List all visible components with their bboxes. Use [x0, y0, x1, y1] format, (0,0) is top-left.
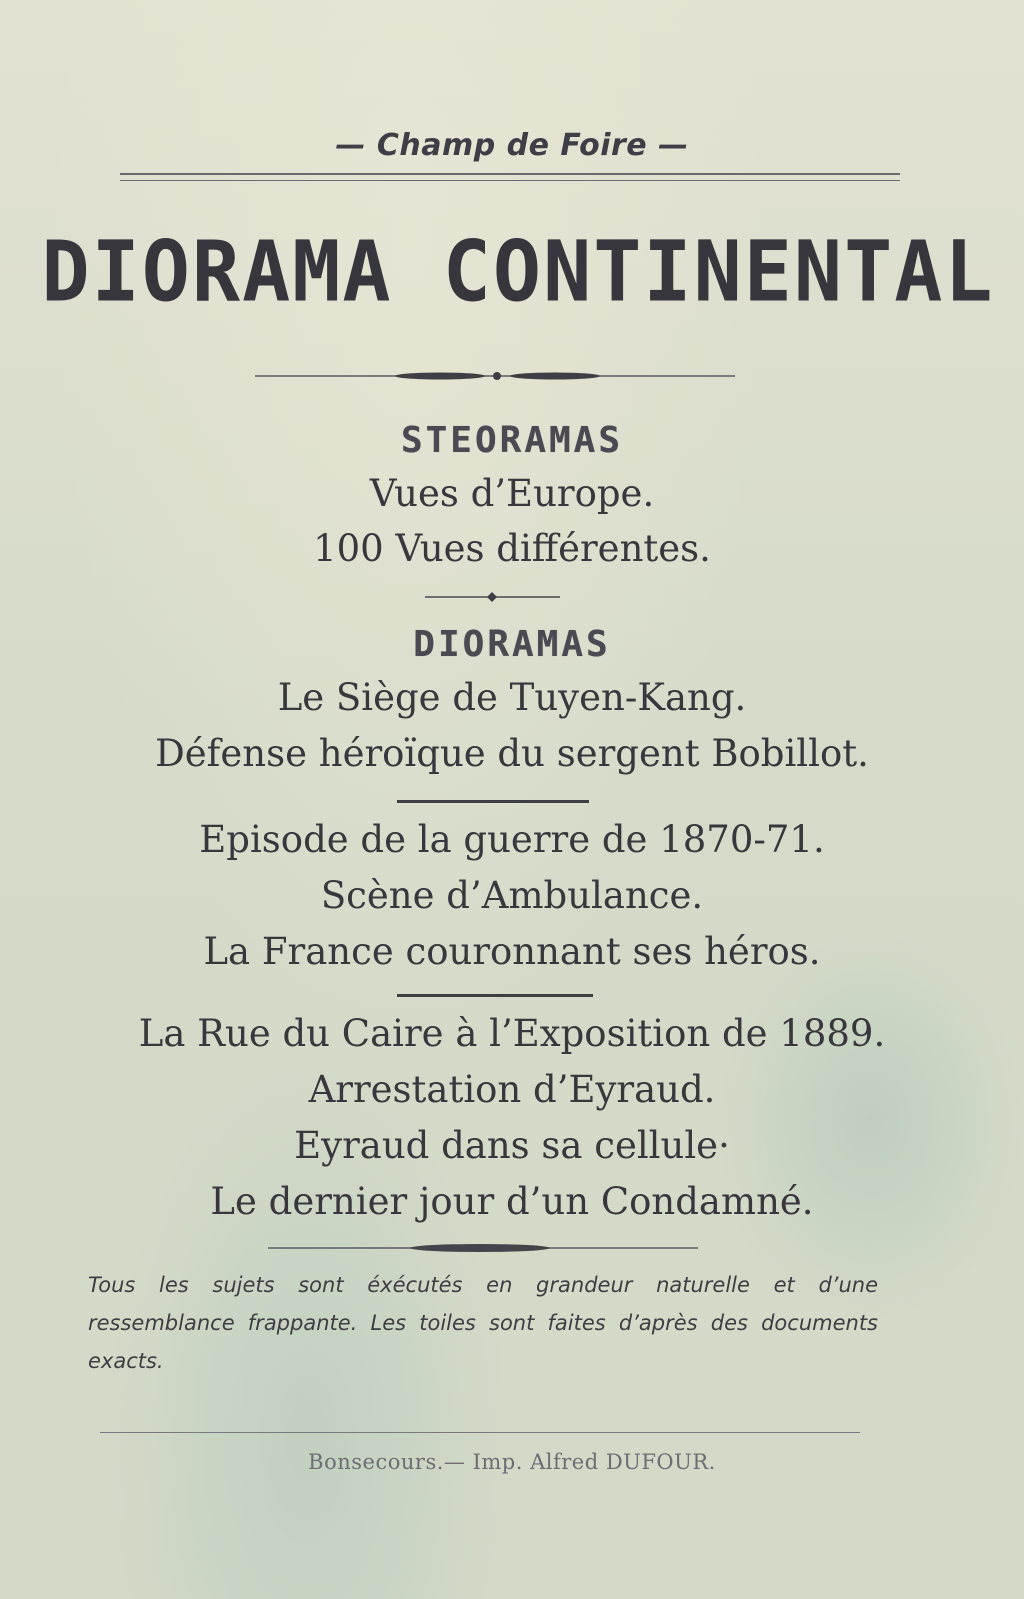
- section1-line-1: Vues d’Europe.: [369, 472, 655, 515]
- section-divider-bar-2: [397, 994, 593, 997]
- section4-line-2: Arrestation d’Eyraud.: [308, 1068, 716, 1111]
- section4-line-3: Eyraud dans sa cellule·: [294, 1124, 730, 1167]
- section4-line-4: Le dernier jour d’un Condamné.: [210, 1180, 814, 1223]
- section3-line-1: Episode de la guerre de 1870-71.: [199, 818, 825, 861]
- section-divider-bar-1: [397, 800, 589, 803]
- notice-text: Tous les sujets sont éxécutés en grandeur naturelle et d’une ressemblance frappante. Les toiles sont faites d’après des documents exacts.: [88, 1273, 878, 1373]
- section3-line-2: Scène d’Ambulance.: [320, 874, 704, 917]
- printer-imprint: Bonsecours.— Imp. Alfred DUFOUR.: [308, 1450, 716, 1474]
- section-heading-steoramas: STEORAMAS: [400, 420, 624, 461]
- section-divider-diamond: [0, 590, 1024, 604]
- notice-ornament: [0, 1240, 1024, 1256]
- header-double-rule-bottom: [120, 180, 900, 181]
- section-heading-dioramas: DIORAMAS: [413, 624, 611, 665]
- page-title: DIORAMA CONTINENTAL: [41, 222, 995, 321]
- section3-line-3: La France couronnant ses héros.: [203, 930, 821, 973]
- section2-line-1: Le Siège de Tuyen-Kang.: [277, 676, 747, 719]
- imprint-rule: [100, 1432, 860, 1433]
- title-ornament: [0, 364, 1024, 388]
- header-double-rule-top: [120, 173, 900, 175]
- section4-line-1: La Rue du Caire à l’Exposition de 1889.: [138, 1012, 886, 1055]
- section1-line-2: 100 Vues différentes.: [313, 527, 711, 570]
- header-line: — Champ de Foire —: [335, 128, 689, 163]
- section2-line-2: Défense héroïque du sergent Bobillot.: [155, 732, 869, 775]
